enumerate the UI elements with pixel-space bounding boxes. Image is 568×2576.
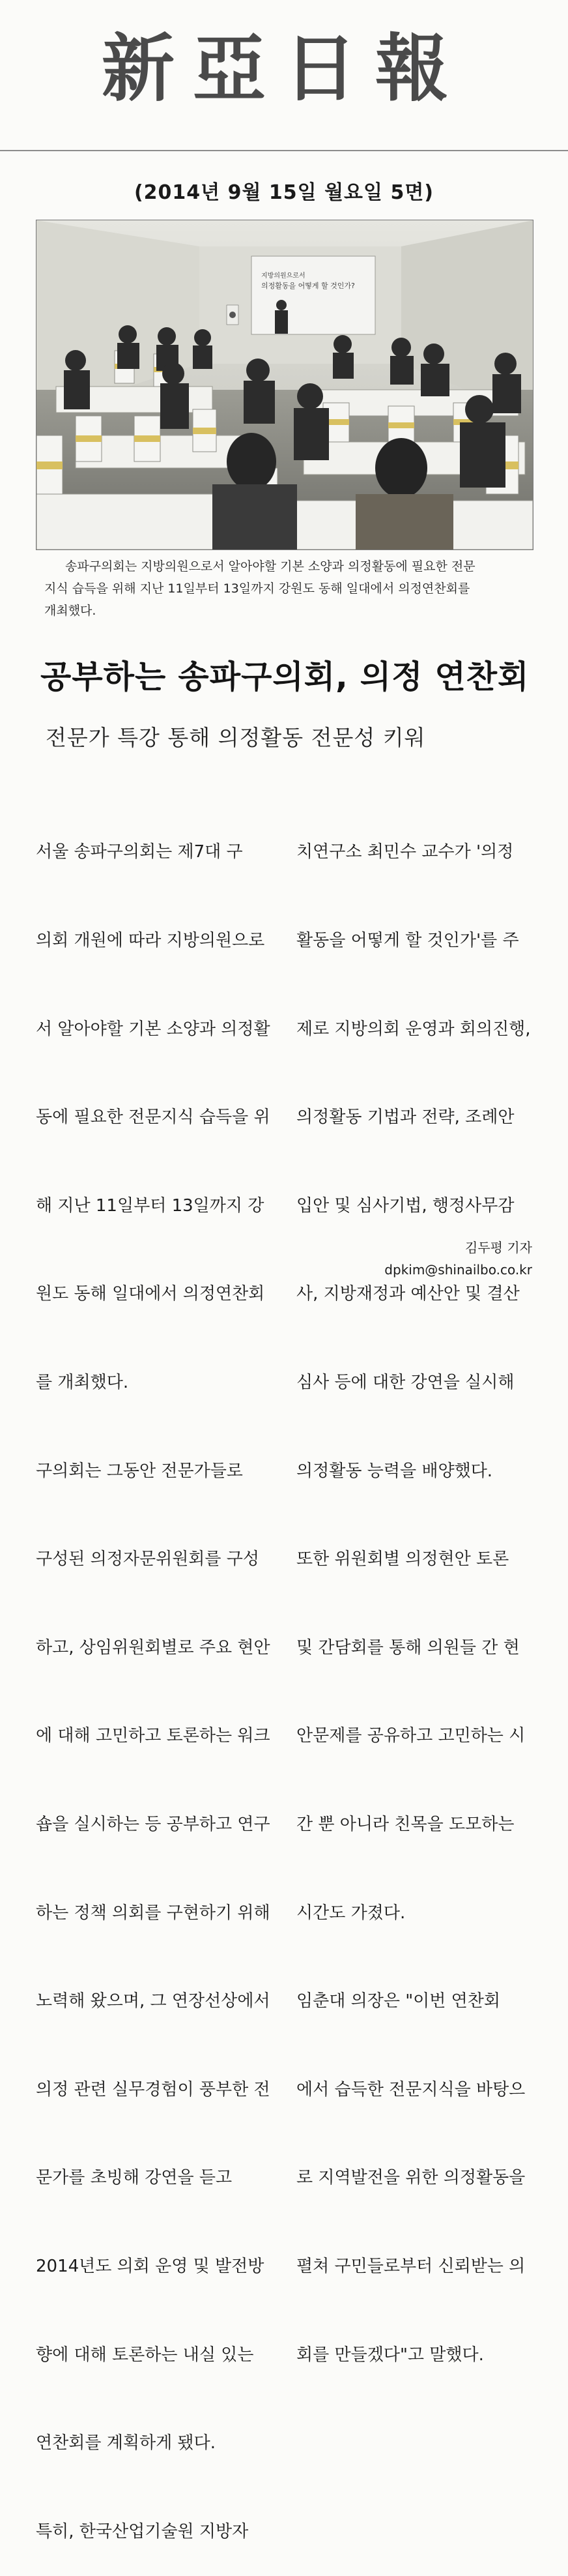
body-line: 임춘대 의장은 "이번 연찬회 bbox=[296, 1991, 501, 2012]
body-line: 입안 및 심사기법, 행정사무감 bbox=[296, 1195, 515, 1216]
body-line: 2014년도 의회 운영 및 발전방 bbox=[36, 2256, 264, 2276]
body-line: 동에 필요한 전문지식 습득을 위 bbox=[36, 1107, 270, 1128]
body-line: 서 알아야할 기본 소양과 의정활 bbox=[36, 1019, 270, 1039]
body-line: 서울 송파구의회는 제7대 구 bbox=[36, 842, 243, 862]
body-line: 또한 위원회별 의정현안 토론 bbox=[296, 1549, 509, 1570]
body-line: 의회 개원에 따라 지방의원으로 bbox=[36, 931, 265, 950]
body-line: 하는 정책 의회를 구현하기 위해 bbox=[36, 1903, 270, 1923]
body-line: 노력해 왔으며, 그 연장선상에서 bbox=[36, 1991, 270, 2012]
seminar-photo-illustration bbox=[36, 220, 533, 549]
article-photo bbox=[36, 220, 533, 550]
body-line: 사, 지방재정과 예산안 및 결산 bbox=[296, 1284, 520, 1304]
screen-text-line-1: 지방의원으로서 bbox=[261, 272, 305, 280]
body-line: 문가를 초빙해 강연을 듣고 bbox=[36, 2168, 233, 2188]
caption-line: 지식 습득을 위해 지난 11일부터 13일까지 강원도 동해 일대에서 의정연찬회를 bbox=[44, 581, 470, 596]
body-line: 구의회는 그동안 전문가들로 bbox=[36, 1461, 243, 1481]
body-line: 의정 관련 실무경험이 풍부한 전 bbox=[36, 2079, 270, 2100]
body-line: 활동을 어떻게 할 것인가'를 주 bbox=[296, 931, 519, 950]
masthead-divider bbox=[0, 150, 568, 151]
body-line: 안문제를 공유하고 고민하는 시 bbox=[296, 1726, 526, 1746]
body-line: 로 지역발전을 위한 의정활동을 bbox=[296, 2168, 526, 2188]
article-column-left bbox=[36, 779, 277, 2576]
newspaper-title: 新亞日報 bbox=[102, 26, 466, 111]
article-headline: 공부하는 송파구의회, 의정 연찬회 bbox=[40, 658, 530, 695]
reporter-byline: 김두평 기자 bbox=[465, 1240, 532, 1255]
article-column-right bbox=[296, 779, 537, 2399]
body-line: 및 간담회를 통해 의원들 간 현 bbox=[296, 1637, 520, 1658]
body-line: 에서 습득한 전문지식을 바탕으 bbox=[296, 2079, 526, 2100]
body-line: 연찬회를 계획하게 됐다. bbox=[36, 2433, 216, 2453]
caption-line: 개최했다. bbox=[44, 604, 96, 618]
body-line: 의정활동 능력을 배양했다. bbox=[296, 1461, 493, 1481]
body-line: 원도 동해 일대에서 의정연찬회 bbox=[36, 1284, 265, 1304]
masthead bbox=[0, 0, 568, 151]
body-line: 시간도 가졌다. bbox=[296, 1903, 406, 1923]
caption-line: 송파구의회는 지방의원으로서 알아야할 기본 소양과 의정활동에 필요한 전문 bbox=[65, 559, 476, 574]
body-line: 간 뿐 아니라 친목을 도모하는 bbox=[296, 1814, 515, 1834]
article-subheadline: 전문가 특강 통해 의정활동 전문성 키워 bbox=[46, 725, 426, 750]
dateline: (2014년 9월 15일 월요일 5면) bbox=[134, 181, 434, 204]
body-line: 펼쳐 구민들로부터 신뢰받는 의 bbox=[296, 2256, 526, 2276]
body-line: 의정활동 기법과 전략, 조례안 bbox=[296, 1107, 515, 1128]
body-line: 숍을 실시하는 등 공부하고 연구 bbox=[36, 1814, 270, 1834]
screen-text-line-2: 의정활동을 어떻게 할 것인가? bbox=[261, 282, 355, 290]
body-line: 하고, 상임위원회별로 주요 현안 bbox=[36, 1637, 270, 1658]
body-line: 를 개최했다. bbox=[36, 1372, 129, 1392]
body-line: 구성된 의정자문위원회를 구성 bbox=[36, 1549, 260, 1570]
photo-caption bbox=[44, 555, 526, 622]
body-line: 해 지난 11일부터 13일까지 강 bbox=[36, 1195, 264, 1216]
body-line: 제로 지방의회 운영과 회의진행, bbox=[296, 1019, 531, 1039]
body-line: 심사 등에 대한 강연을 실시해 bbox=[296, 1372, 515, 1392]
body-line: 에 대해 고민하고 토론하는 워크 bbox=[36, 1726, 270, 1746]
body-line: 치연구소 최민수 교수가 '의정 bbox=[296, 842, 514, 862]
body-line: 회를 만들겠다"고 말했다. bbox=[296, 2345, 484, 2365]
body-line: 향에 대해 토론하는 내실 있는 bbox=[36, 2345, 254, 2365]
reporter-email: dpkim@shinailbo.co.kr bbox=[384, 1262, 532, 1278]
body-line: 특히, 한국산업기술원 지방자 bbox=[36, 2521, 249, 2541]
